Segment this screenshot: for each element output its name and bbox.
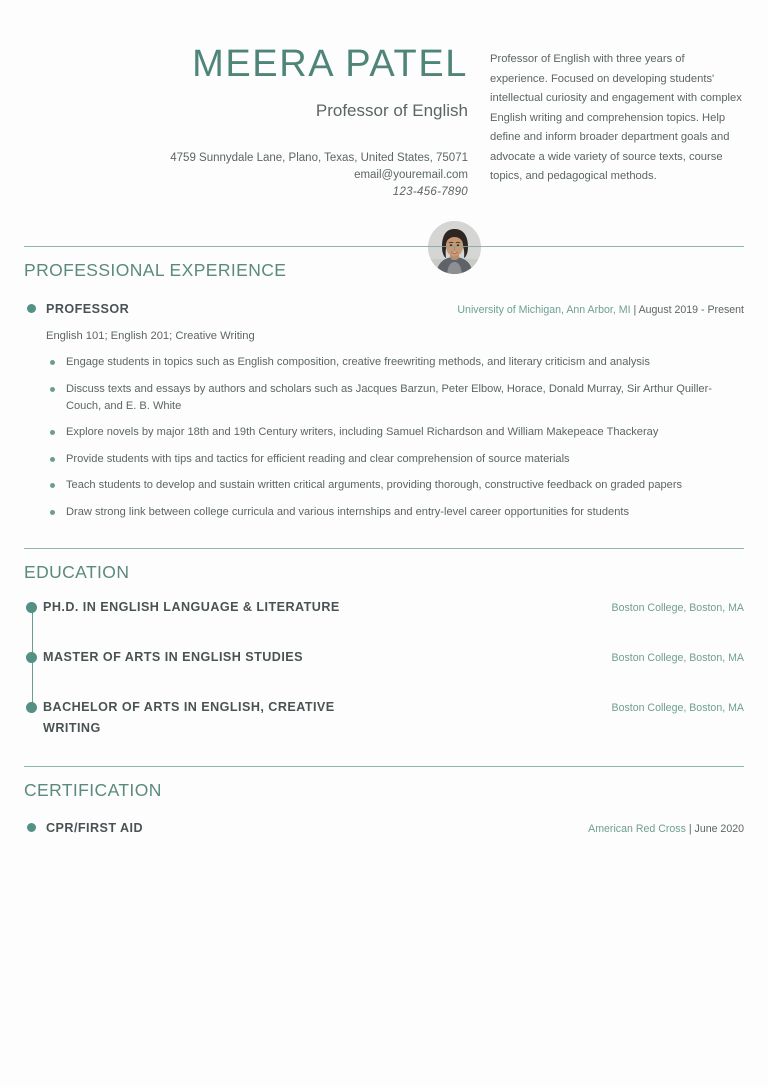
email-line[interactable]: email@youremail.com [354,169,468,181]
avatar-image [428,221,481,274]
education-degree: BACHELOR OF ARTS IN ENGLISH, CREATIVE WRITING [43,699,335,735]
section-divider [24,246,744,247]
education-entry [24,597,744,618]
timeline-dot-icon [27,823,36,832]
education-degree: PH.D. IN ENGLISH LANGUAGE & LITERATURE [43,599,340,614]
experience-organization: University of Michigan, Ann Arbor, MI [457,304,631,316]
section-divider [24,548,744,549]
experience-entry [24,299,744,521]
bullet-dot-column [24,818,46,838]
experience-role-wrap [24,299,457,319]
header-identity [24,42,486,201]
timeline-dot-icon [27,304,36,313]
contact-block [24,150,468,201]
experience-meta [457,299,744,320]
certification-organization: American Red Cross [588,822,686,835]
experience-subtitle: English 101; English 201; Creative Writing [46,330,255,342]
section-title-certification: CERTIFICATION [24,779,162,800]
education-school: Boston College, Boston, MA [611,651,744,664]
experience-role: PROFESSOR [46,302,130,316]
education-degree: MASTER OF ARTS IN ENGLISH STUDIES [43,649,303,664]
list-item: Explore novels by major 18th and 19th Century writers, including Samuel Richardson and William Makepeace Thackeray [46,424,744,441]
resume-body [0,246,768,839]
page-title: MEERA PATEL [192,43,468,85]
section-education [24,548,744,739]
certification-name: CPR/FIRST AID [46,820,144,835]
list-item: Teach students to develop and sustain written critical arguments, providing thorough, constructive feedback on graded papers [46,477,744,494]
resume-header [0,0,768,201]
timeline-dot-icon [26,602,37,613]
avatar [428,221,481,274]
phone-line[interactable]: 123-456-7890 [392,186,468,198]
experience-entry-header [24,299,744,320]
list-item: Draw strong link between college curricula and various internships and entry-level career opportunities for students [46,504,744,521]
certification-name-wrap [24,818,588,838]
education-entry [24,647,744,668]
certification-entry [24,818,744,839]
education-degree-wrap [24,697,612,739]
list-item: Engage students in topics such as English composition, creative freewriting methods, and literary criticism and analysis [46,354,744,371]
address-line: 4759 Sunnydale Lane, Plano, Texas, United States, 75071 [170,152,468,164]
timeline-dot-icon [26,652,37,663]
summary-text: Professor of English with three years of experience. Focused on developing students' intellectual curiosity and engagement with complex English writing and comprehension topics. Help define and inform broader department goals and advocate a wide variety of source texts, course topics, and pedagogical methods. [490,53,742,182]
section-professional-experience [24,246,744,521]
certification-meta-separator: | [685,822,695,835]
experience-dates: August 2019 - Present [638,304,744,316]
section-divider [24,766,744,767]
section-title-experience: PROFESSIONAL EXPERIENCE [24,260,287,280]
education-school: Boston College, Boston, MA [611,701,744,714]
portrait-photo-icon [428,221,481,274]
list-item: Discuss texts and essays by authors and scholars such as Jacques Barzun, Peter Elbow, Horace, Donald Murray, Sir Arthur Quiller-Couch, and E. B. White [46,381,744,415]
experience-meta-separator: | [630,304,639,316]
certification-dates: June 2020 [694,822,744,835]
header-summary [486,42,744,201]
experience-bullet-list [24,354,744,521]
bullet-dot-column [24,299,46,319]
education-school: Boston College, Boston, MA [611,601,744,614]
education-entry [24,697,744,739]
education-degree-wrap [24,597,612,618]
education-timeline [24,597,744,739]
job-title: Professor of English [315,101,468,120]
certification-meta [588,818,744,839]
section-certification [24,766,744,839]
timeline-dot-icon [26,702,37,713]
section-title-education: EDUCATION [24,561,130,582]
education-degree-wrap [24,647,612,668]
list-item: Provide students with tips and tactics for efficient reading and clear comprehension of source materials [46,451,744,468]
